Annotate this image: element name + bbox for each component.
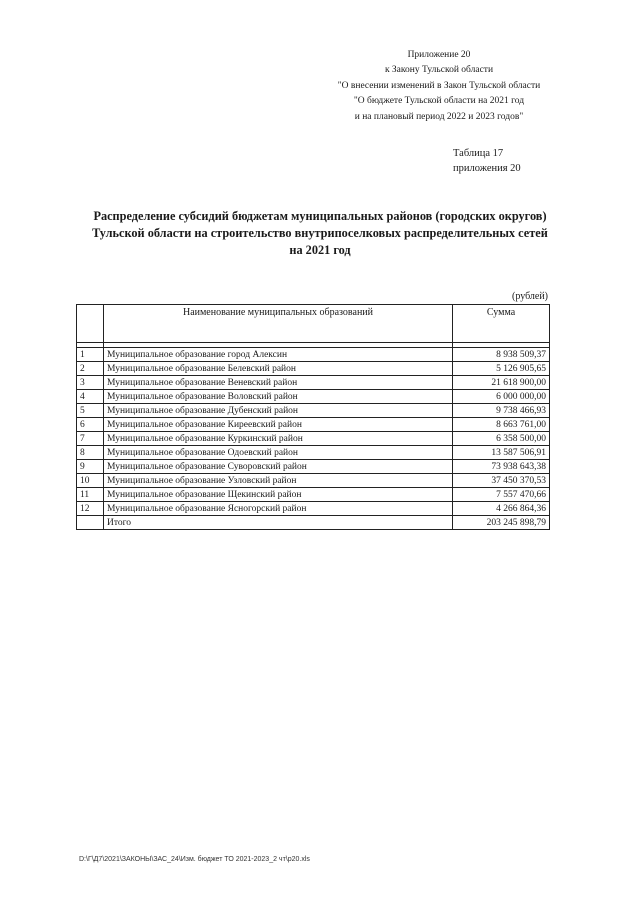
document-title	[60, 208, 580, 259]
annex-header	[320, 48, 558, 125]
row-name: Муниципальное образование Куркинский район	[104, 432, 453, 446]
row-name: Муниципальное образование город Алексин	[104, 348, 453, 362]
row-number: 5	[77, 404, 104, 418]
row-name: Муниципальное образование Веневский район	[104, 376, 453, 390]
table-ref-line-2: приложения 20	[453, 163, 521, 174]
row-number: 1	[77, 348, 104, 362]
row-amount: 73 938 643,38	[453, 460, 550, 474]
annex-line-3: "О внесении изменений в Закон Тульской области	[337, 80, 541, 91]
row-amount: 13 587 506,91	[453, 446, 550, 460]
row-name: Муниципальное образование Суворовский район	[104, 460, 453, 474]
table-header-row	[77, 305, 550, 343]
subsidies-table	[76, 304, 550, 530]
row-amount: 8 938 509,37	[453, 348, 550, 362]
row-name: Муниципальное образование Щекинский район	[104, 488, 453, 502]
row-name: Муниципальное образование Ясногорский район	[104, 502, 453, 516]
row-number: 8	[77, 446, 104, 460]
table-row	[77, 418, 550, 432]
table-row	[77, 460, 550, 474]
table-body	[77, 348, 550, 530]
title-line-1: Распределение субсидий бюджетам муниципальных районов (городских округов)	[93, 209, 547, 223]
header-name-cell: Наименование муниципальных образований	[104, 305, 453, 343]
unit-label: (рублей)	[512, 291, 549, 302]
row-number: 6	[77, 418, 104, 432]
title-line-3: на 2021 год	[289, 243, 351, 257]
row-amount: 6 000 000,00	[453, 390, 550, 404]
table-row	[77, 502, 550, 516]
table-row	[77, 432, 550, 446]
row-amount: 6 358 500,00	[453, 432, 550, 446]
row-number: 11	[77, 488, 104, 502]
table-row	[77, 348, 550, 362]
row-amount: 37 450 370,53	[453, 474, 550, 488]
row-number: 7	[77, 432, 104, 446]
header-amount-cell: Сумма	[453, 305, 550, 343]
row-name: Муниципальное образование Одоевский район	[104, 446, 453, 460]
row-name: Муниципальное образование Киреевский район	[104, 418, 453, 432]
row-amount: 7 557 470,66	[453, 488, 550, 502]
row-name: Муниципальное образование Воловский район	[104, 390, 453, 404]
table-ref-line-1: Таблица 17	[453, 148, 504, 159]
table-row	[77, 404, 550, 418]
table-row	[77, 474, 550, 488]
row-number: 10	[77, 474, 104, 488]
row-number: 3	[77, 376, 104, 390]
total-label: Итого	[104, 516, 453, 530]
table-reference	[453, 146, 521, 176]
file-path-footer: D:\Г\Д7\2021\ЗАКОНЫ\ЗАС_24\Изм. бюджет ТО 2021-2023_2 чт\р20.xls	[79, 856, 310, 863]
row-number: 2	[77, 362, 104, 376]
row-name: Муниципальное образование Белевский район	[104, 362, 453, 376]
row-amount: 5 126 905,65	[453, 362, 550, 376]
table-total-row	[77, 516, 550, 530]
row-number: 4	[77, 390, 104, 404]
annex-line-5: и на плановый период 2022 и 2023 годов"	[354, 111, 524, 122]
header-number-cell	[77, 305, 104, 343]
total-number-cell	[77, 516, 104, 530]
row-name: Муниципальное образование Узловский район	[104, 474, 453, 488]
annex-line-2: к Закону Тульской области	[384, 65, 494, 76]
annex-line-4: "О бюджете Тульской области на 2021 год	[353, 96, 525, 107]
total-amount: 203 245 898,79	[453, 516, 550, 530]
annex-line-1: Приложение 20	[407, 50, 471, 60]
table-row	[77, 446, 550, 460]
row-name: Муниципальное образование Дубенский район	[104, 404, 453, 418]
row-amount: 8 663 761,00	[453, 418, 550, 432]
row-number: 9	[77, 460, 104, 474]
table-row	[77, 362, 550, 376]
table-row	[77, 488, 550, 502]
title-line-2: Тульской области на строительство внутрипоселковых распределительных сетей	[92, 226, 548, 240]
row-amount: 4 266 864,36	[453, 502, 550, 516]
row-number: 12	[77, 502, 104, 516]
table-row	[77, 390, 550, 404]
row-amount: 21 618 900,00	[453, 376, 550, 390]
table-row	[77, 376, 550, 390]
row-amount: 9 738 466,93	[453, 404, 550, 418]
